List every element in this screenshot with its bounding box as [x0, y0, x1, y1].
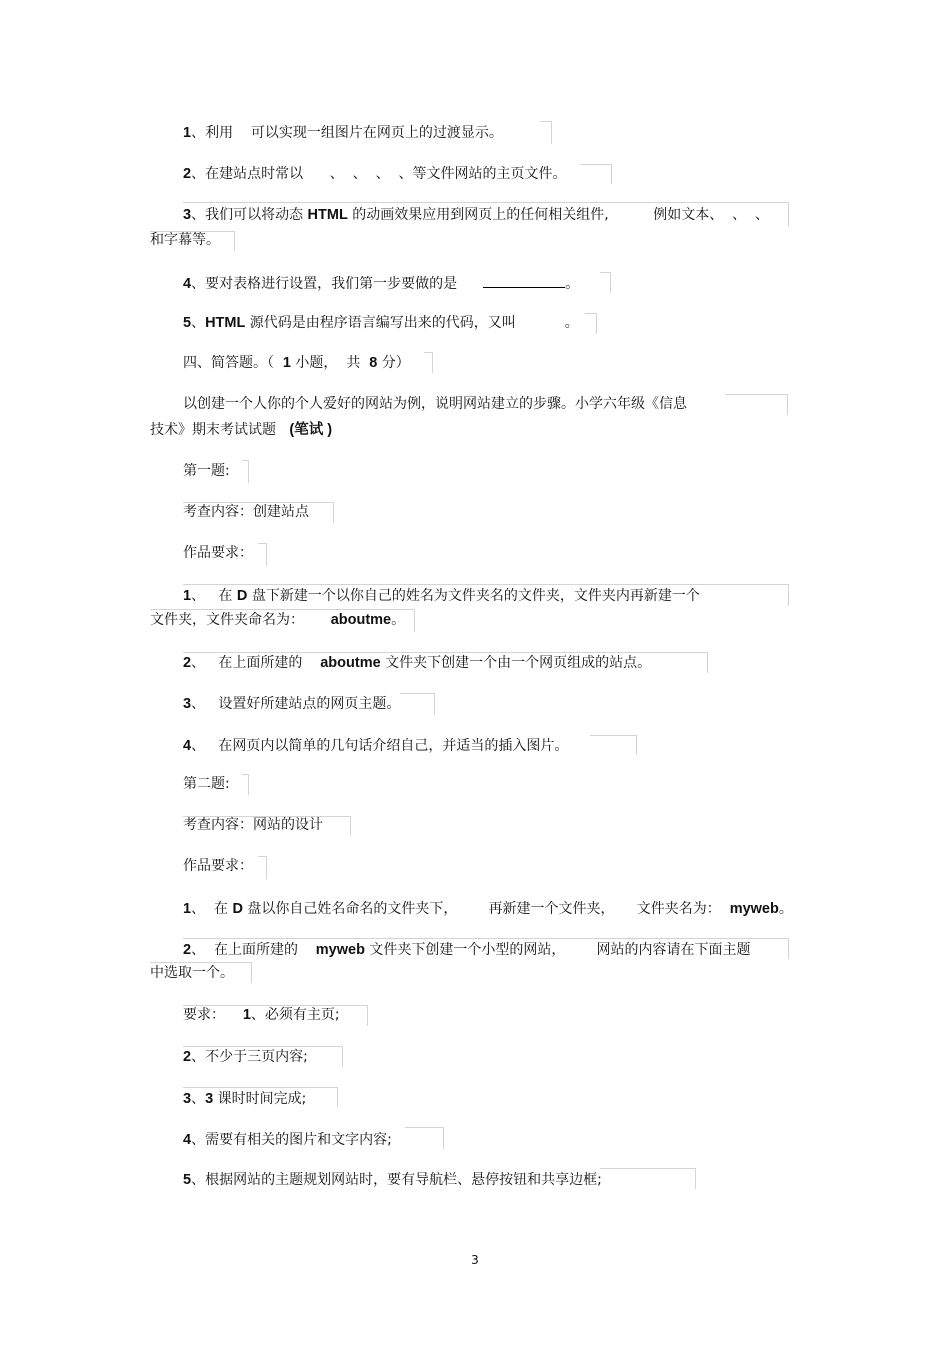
question-3: 3、我们可以将动态 HTML 的动画效果应用到网页上的任何相关组件, 例如文本、 、 、	[183, 207, 769, 223]
question-4: 4、要对表格进行设置，我们第一步要做的是 。	[183, 273, 579, 293]
essay-prompt-cont: 技术》期末考试试题 (笔试 )	[150, 422, 333, 438]
essay-prompt: 以创建一个人你的个人爱好的网站为例，说明网站建立的步骤。小学六年级《信息	[183, 396, 687, 412]
field-frame	[424, 352, 433, 373]
q1-item-1: 1、 在 D 盘下新建一个以你自己的姓名为文件夹名的文件夹，文件夹内再新建一个	[183, 588, 700, 604]
q2-item-1: 1、 在 D 盘以你自己姓名命名的文件夹下， 再新建一个文件夹， 文件夹名为： myweb。	[183, 901, 793, 917]
field-frame	[540, 121, 552, 144]
field-frame	[600, 1168, 696, 1189]
q1-item-2: 2、 在上面所建的 aboutme 文件夹下创建一个由一个网页组成的站点。	[183, 655, 652, 671]
q1-content: 考查内容：创建站点	[183, 504, 309, 520]
q1-item-1-cont: 文件夹，文件夹命名为： aboutme。	[150, 612, 406, 628]
q2-requirement-1: 要求： 1、必须有主页;	[183, 1007, 340, 1023]
page-number: 3	[471, 1253, 479, 1267]
q2-requirement-4: 4、需要有相关的图片和文字内容;	[183, 1132, 392, 1148]
q2-requirement-2: 2、不少于三页内容;	[183, 1049, 308, 1065]
q2-requirement-5: 5、根据网站的主题规划网站时，要有导航栏、悬停按钮和共享边框;	[183, 1172, 602, 1188]
field-frame	[258, 856, 267, 879]
question-5: 5、HTML 源代码是由程序语言编写出来的代码，又叫 。	[183, 315, 579, 331]
field-frame	[405, 1127, 444, 1149]
field-frame	[725, 394, 788, 415]
q2-requirement-label: 作品要求：	[183, 858, 253, 874]
answer-blank[interactable]	[483, 273, 565, 288]
field-frame	[242, 774, 249, 795]
q2-item-2-cont: 中选取一个。	[150, 965, 234, 981]
section-heading: 四、简答题。（ 1 小题， 共 8 分）	[183, 355, 410, 371]
field-frame	[590, 735, 637, 755]
field-frame	[580, 164, 612, 184]
field-frame	[258, 543, 267, 566]
q1-item-4: 4、 在网页内以简单的几句话介绍自己，并适当的插入图片。	[183, 738, 569, 754]
question-2: 2、在建站点时常以 、 、 、 、等文件网站的主页文件。	[183, 166, 567, 182]
field-frame	[400, 693, 435, 715]
field-frame	[242, 460, 249, 483]
field-frame	[600, 272, 611, 293]
q2-item-2: 2、 在上面所建的 myweb 文件夹下创建一个小型的网站， 网站的内容请在下面主题	[183, 942, 751, 958]
q2-title: 第二题:	[183, 776, 230, 792]
question-1: 1、利用 可以实现一组图片在网页上的过渡显示。	[183, 125, 503, 141]
field-frame	[585, 313, 597, 334]
q1-item-3: 3、 设置好所建站点的网页主题。	[183, 696, 401, 712]
q1-title: 第一题:	[183, 463, 230, 479]
q2-requirement-3: 3、3 课时时间完成;	[183, 1091, 307, 1107]
q1-requirement-label: 作品要求：	[183, 545, 253, 561]
question-3-cont: 和字幕等。	[150, 232, 220, 248]
q2-content: 考查内容：网站的设计	[183, 817, 323, 833]
